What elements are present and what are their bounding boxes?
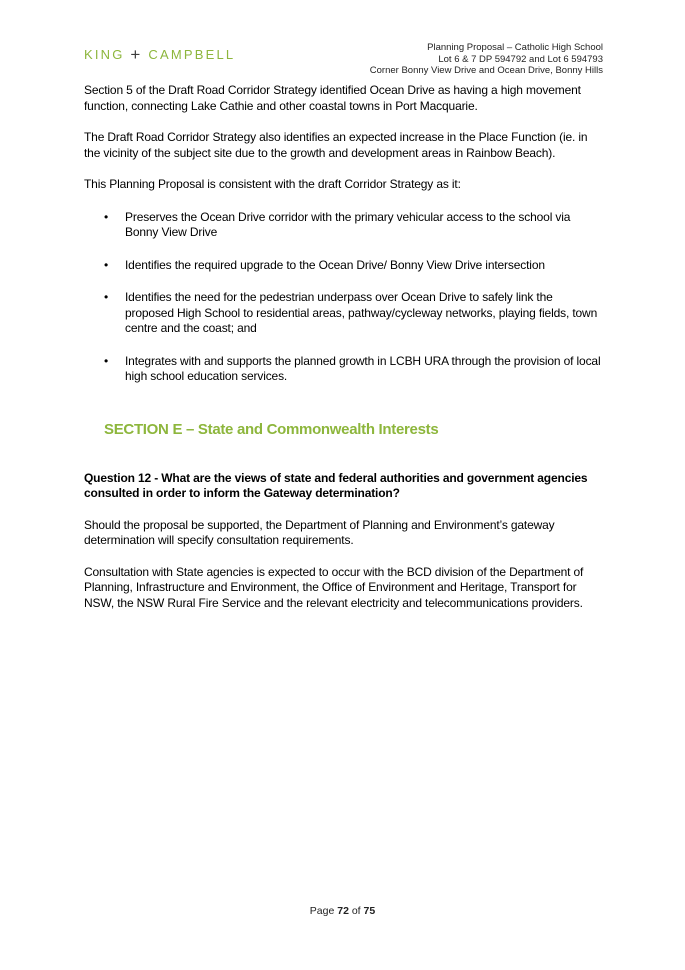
header-line-address: Corner Bonny View Drive and Ocean Drive, Bonny Hills — [369, 65, 603, 76]
logo-word-campbell: CAMPBELL — [148, 47, 236, 62]
list-item — [84, 354, 604, 385]
document-body — [84, 83, 604, 611]
page-label: Page — [309, 905, 335, 917]
bullet-icon: • — [104, 290, 109, 304]
paragraph-consultation-requirements: Should the proposal be supported, the Department of Planning and Environment’s gateway determination will specify consultation requirements. — [84, 517, 555, 547]
header-line-lots: Lot 6 & 7 DP 594792 and Lot 6 594793 — [438, 53, 603, 65]
list-item-text: Identifies the need for the pedestrian underpass over Ocean Drive to safely link the proposed High School to residential areas, pathway/cycleway networks, playing fields, town centre and the coast; and — [125, 290, 598, 335]
paragraph-road-corridor: Section 5 of the Draft Road Corridor Strategy identified Ocean Drive as having a high movement function, connecting Lake Cathie and other coastal towns in Port Macquarie. — [84, 83, 581, 113]
list-item — [84, 210, 604, 241]
list-item — [84, 290, 604, 337]
consistency-bullet-list — [84, 210, 604, 385]
document-header-info — [370, 42, 603, 77]
bullet-icon: • — [104, 209, 109, 224]
list-item-text: Identifies the required upgrade to the Ocean Drive/ Bonny View Drive intersection — [125, 257, 545, 272]
logo-plus: + — [130, 45, 143, 64]
header-line-title: Planning Proposal – Catholic High School — [427, 42, 603, 53]
logo-word-king: KING — [84, 47, 125, 62]
list-item-text: Preserves the Ocean Drive corridor with the primary vehicular access to the school via Bonny View Drive — [125, 209, 571, 239]
page-of-label: of — [351, 905, 361, 917]
paragraph-consistency-intro: This Planning Proposal is consistent with the draft Corridor Strategy as it: — [84, 177, 461, 191]
paragraph-place-function: The Draft Road Corridor Strategy also identifies an expected increase in the Place Function (ie. in the vicinity of the subject site due to the growth and development areas in Rainbow Beach). — [84, 130, 588, 160]
section-heading: SECTION E – State and Commonwealth Interests — [104, 420, 439, 438]
page-number-footer — [0, 905, 685, 917]
list-item — [84, 258, 604, 274]
page-total: 75 — [363, 905, 376, 917]
bullet-icon: • — [104, 257, 109, 272]
paragraph-state-agencies: Consultation with State agencies is expected to occur with the BCD division of the Department of Planning, Infrastructure and Environment, the Office of Environment and Heritage, Transport for NSW, the NSW Rural Fire Service and the relevant electricity and telecommunications providers. — [84, 564, 584, 610]
list-item-text: Integrates with and supports the planned growth in LCBH URA through the provision of local high school education services. — [125, 353, 601, 383]
question-heading: Question 12 - What are the views of state and federal authorities and government agencies consulted in order to inform the Gateway determination? — [84, 470, 588, 500]
company-logo — [84, 44, 235, 64]
page-current: 72 — [337, 905, 349, 917]
bullet-icon: • — [104, 353, 109, 368]
